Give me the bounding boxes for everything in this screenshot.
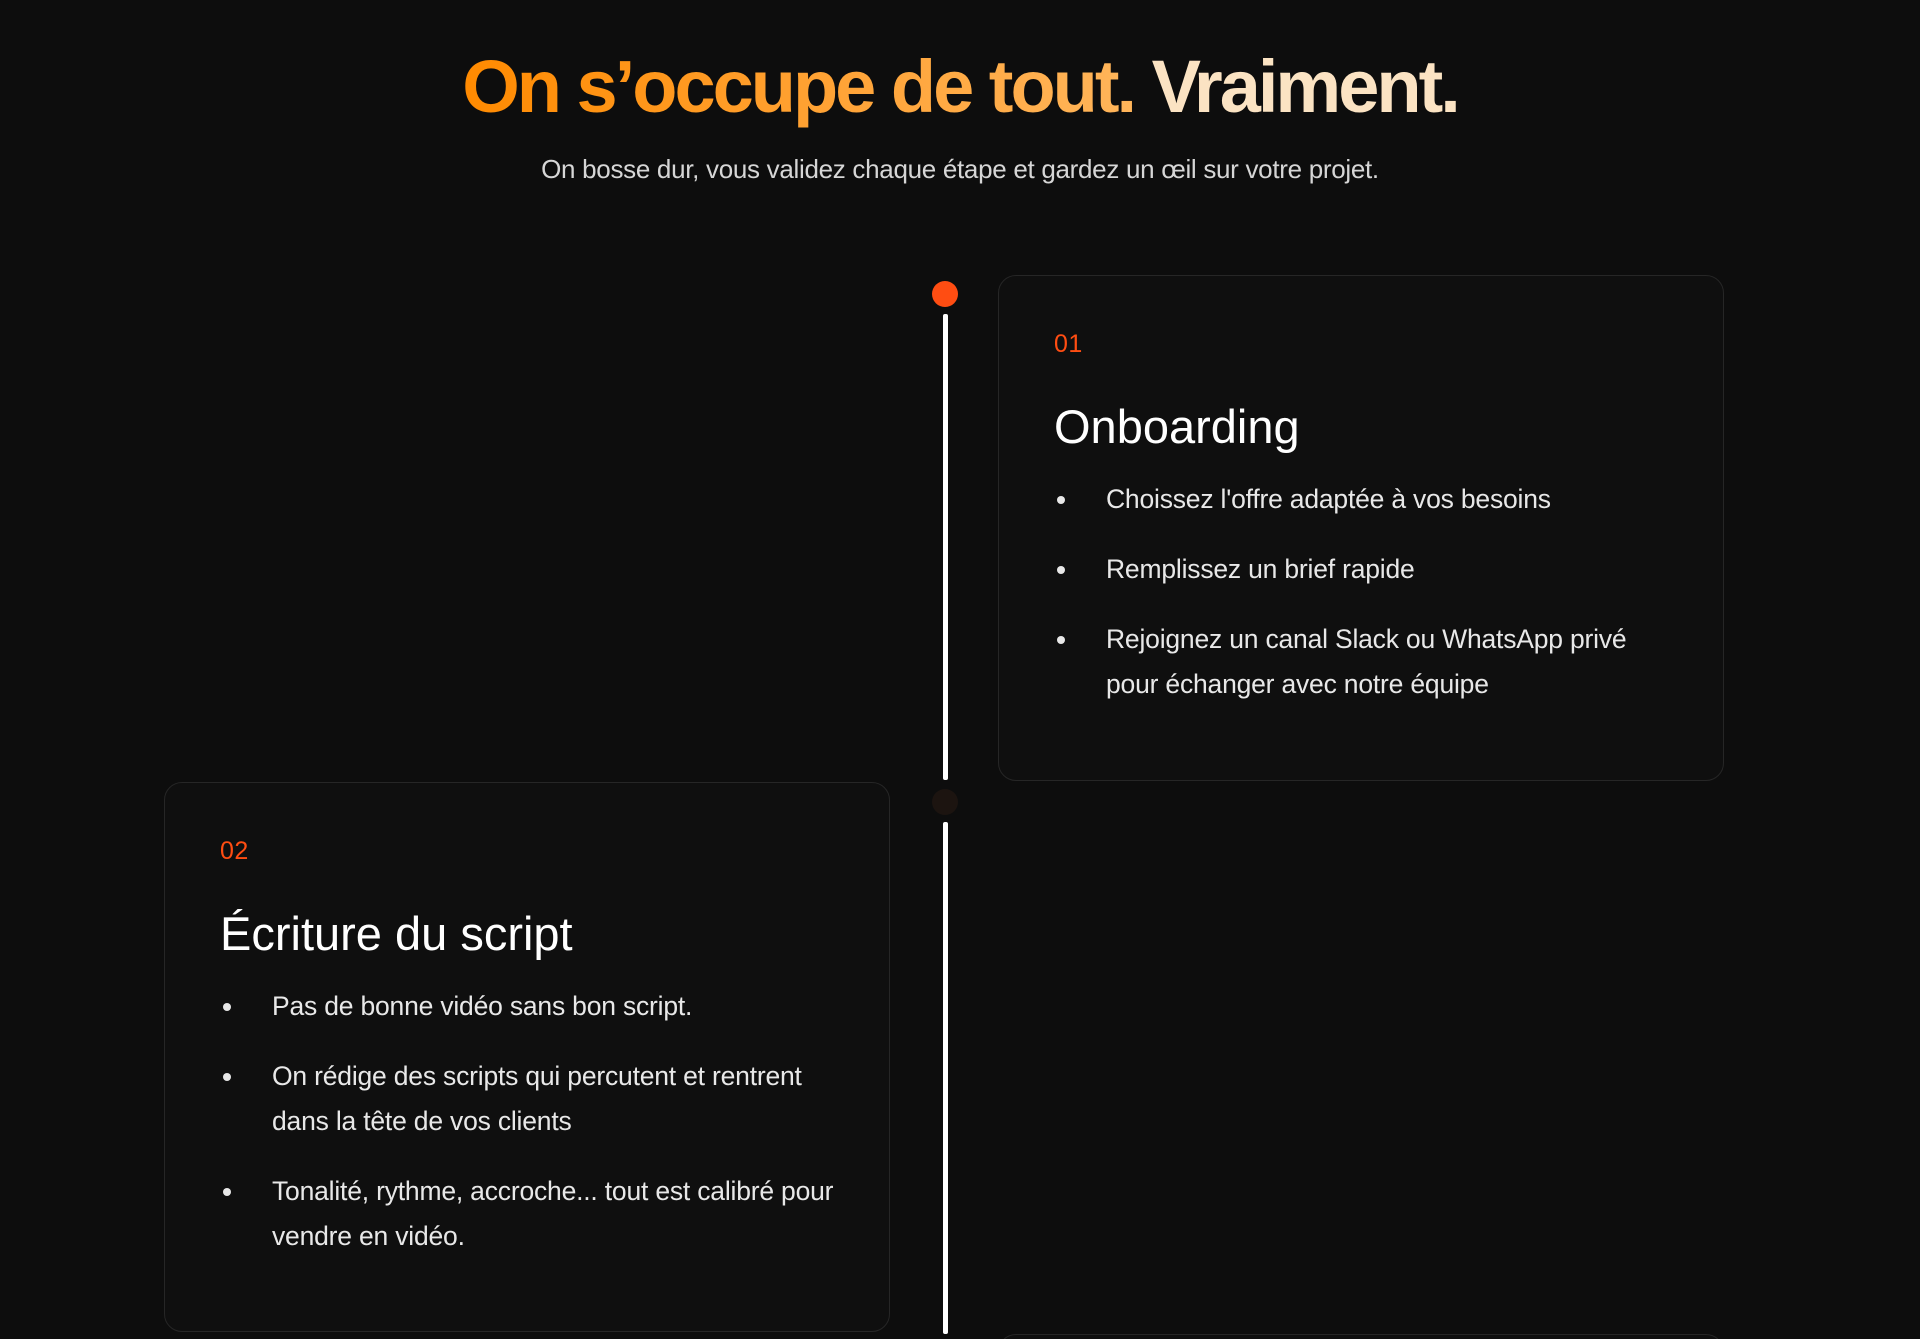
list-item: [1054, 547, 1668, 592]
step-bullet-list: [220, 984, 834, 1259]
bullet-icon: [1057, 566, 1065, 574]
step-number: 01: [1054, 330, 1083, 358]
step-title: Onboarding: [1054, 400, 1300, 453]
step-card-onboarding: [998, 275, 1724, 781]
list-item: [1054, 617, 1668, 707]
list-item-text: Pas de bonne vidéo sans bon script.: [272, 991, 693, 1021]
section-title-rest: Vraiment.: [1151, 45, 1458, 128]
list-item: [1054, 477, 1668, 522]
list-item: [220, 1169, 834, 1259]
section-title: [0, 42, 1920, 132]
step-bullet-list: [1054, 477, 1668, 707]
step-number: 02: [220, 837, 249, 865]
list-item-text: Tonalité, rythme, accroche... tout est calibré pour vendre en vidéo.: [272, 1176, 834, 1251]
list-item-text: On rédige des scripts qui percutent et rentrent dans la tête de vos clients: [272, 1061, 802, 1136]
list-item-text: Choissez l'offre adaptée à vos besoins: [1106, 484, 1551, 514]
timeline-line: [943, 314, 948, 780]
bullet-icon: [1057, 496, 1065, 504]
bullet-icon: [1057, 636, 1065, 644]
list-item-text: Rejoignez un canal Slack ou WhatsApp privé pour échanger avec notre équipe: [1106, 624, 1627, 699]
list-item-text: Remplissez un brief rapide: [1106, 554, 1415, 584]
timeline-dot: [932, 789, 958, 815]
section-subtitle: On bosse dur, vous validez chaque étape et gardez un œil sur votre projet.: [541, 154, 1379, 184]
list-item: [220, 1054, 834, 1144]
list-item: [220, 984, 834, 1029]
timeline-line: [943, 822, 948, 1334]
bullet-icon: [223, 1003, 231, 1011]
timeline-dot-active: [932, 281, 958, 307]
step-card-next: [998, 1334, 1724, 1339]
bullet-icon: [223, 1188, 231, 1196]
bullet-icon: [223, 1073, 231, 1081]
step-card-script: [164, 782, 890, 1332]
section-title-accent: On s’occupe de tout.: [462, 45, 1135, 128]
step-title: Écriture du script: [220, 907, 573, 960]
